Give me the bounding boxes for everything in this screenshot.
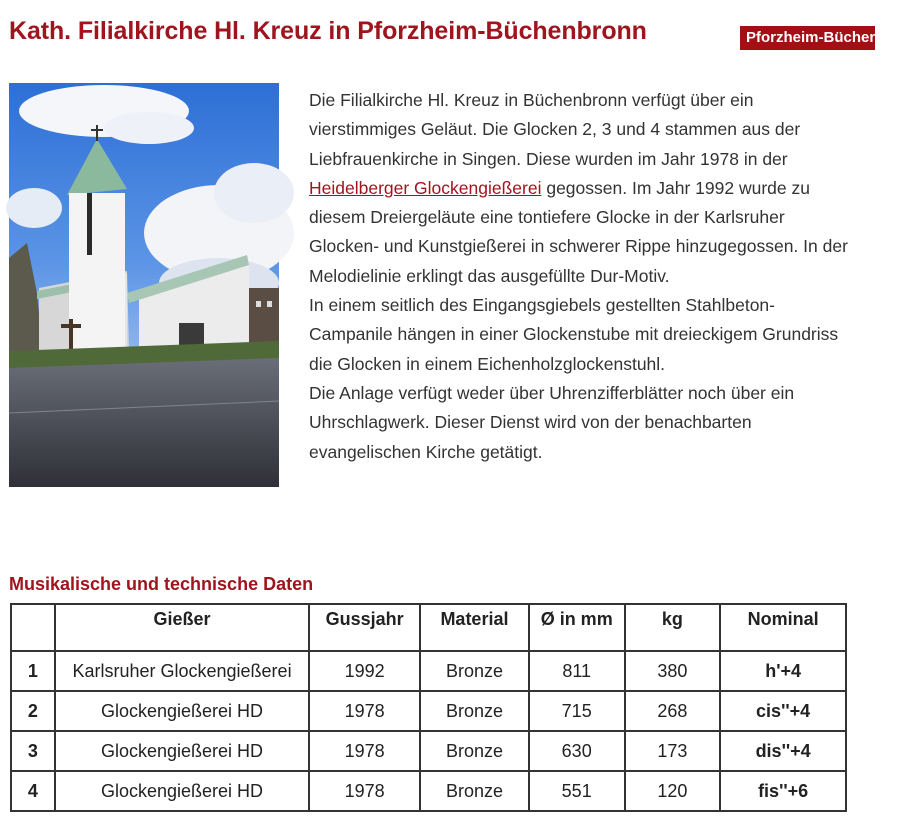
bell-founder: Karlsruher Glockengießerei xyxy=(55,651,309,691)
bell-year: 1978 xyxy=(309,731,420,771)
bell-nominal: cis''+4 xyxy=(720,691,846,731)
church-description xyxy=(309,86,854,467)
column-header-nominal: Nominal xyxy=(720,604,846,651)
bell-number: 2 xyxy=(11,691,55,731)
table-row xyxy=(11,771,846,811)
column-header-material: Material xyxy=(420,604,529,651)
bell-nominal: fis''+6 xyxy=(720,771,846,811)
bell-founder: Glockengießerei HD xyxy=(55,731,309,771)
table-row xyxy=(11,731,846,771)
section-title: Musikalische und technische Daten xyxy=(9,574,314,594)
column-header-number xyxy=(11,604,55,651)
bell-year: 1978 xyxy=(309,771,420,811)
table-row xyxy=(11,651,846,691)
table-header-row xyxy=(11,604,846,651)
bell-data-table xyxy=(10,603,847,812)
bell-diameter: 715 xyxy=(529,691,625,731)
bell-weight: 173 xyxy=(625,731,721,771)
bell-year: 1992 xyxy=(309,651,420,691)
bell-weight: 380 xyxy=(625,651,721,691)
description-paragraph: Die Filialkirche Hl. Kreuz in Büchenbronn verfügt über ein vierstimmiges Geläut. Die Glocken 2, 3 und 4 stammen aus der Liebfrauenkirche in Singen. Diese wurden im Jahr 1978 in der Heidelberger Glockengießerei gegossen. Im Jahr 1992 wurde zu diesem Dreiergeläute eine tontiefere Glocke in der Karlsruher Glocken- und Kunstgießerei in schwerer Rippe hinzugegossen. In der Melodielinie erklingt das ausgefüllte Dur-Motiv. xyxy=(309,90,848,286)
bell-number: 4 xyxy=(11,771,55,811)
bell-weight: 120 xyxy=(625,771,721,811)
column-header-gussjahr: Gussjahr xyxy=(309,604,420,651)
column-header-weight: kg xyxy=(625,604,721,651)
bell-diameter: 811 xyxy=(529,651,625,691)
column-header-giesser: Gießer xyxy=(55,604,309,651)
page-title: Kath. Filialkirche Hl. Kreuz in Pforzheim-Büchenbronn xyxy=(9,17,647,45)
description-paragraph: In einem seitlich des Eingangsgiebels gestellten Stahlbeton-Campanile hängen in einer Glockenstube mit dreieckigem Grundriss die Glocken in einem Eichenholzglockenstuhl. xyxy=(309,295,839,374)
bell-material: Bronze xyxy=(420,731,529,771)
bell-number: 1 xyxy=(11,651,55,691)
bell-diameter: 551 xyxy=(529,771,625,811)
bell-founder: Glockengießerei HD xyxy=(55,691,309,731)
bell-material: Bronze xyxy=(420,651,529,691)
column-header-diameter: Ø in mm xyxy=(529,604,625,651)
bell-diameter: 630 xyxy=(529,731,625,771)
location-tag[interactable]: Pforzheim-Büchenbronn xyxy=(740,26,875,50)
bell-year: 1978 xyxy=(309,691,420,731)
description-paragraph: Die Anlage verfügt weder über Uhrenzifferblätter noch über ein Uhrschlagwerk. Dieser Dienst wird von der benachbarten evangelischen Kirche getätigt. xyxy=(309,382,795,462)
bell-material: Bronze xyxy=(420,691,529,731)
church-photo xyxy=(9,83,279,487)
bell-material: Bronze xyxy=(420,771,529,811)
bell-number: 3 xyxy=(11,731,55,771)
heidelberger-glockengiesserei-link[interactable]: Heidelberger Glockengießerei xyxy=(309,177,542,198)
bell-weight: 268 xyxy=(625,691,721,731)
bell-founder: Glockengießerei HD xyxy=(55,771,309,811)
bell-nominal: dis''+4 xyxy=(720,731,846,771)
table-row xyxy=(11,691,846,731)
bell-nominal: h'+4 xyxy=(720,651,846,691)
